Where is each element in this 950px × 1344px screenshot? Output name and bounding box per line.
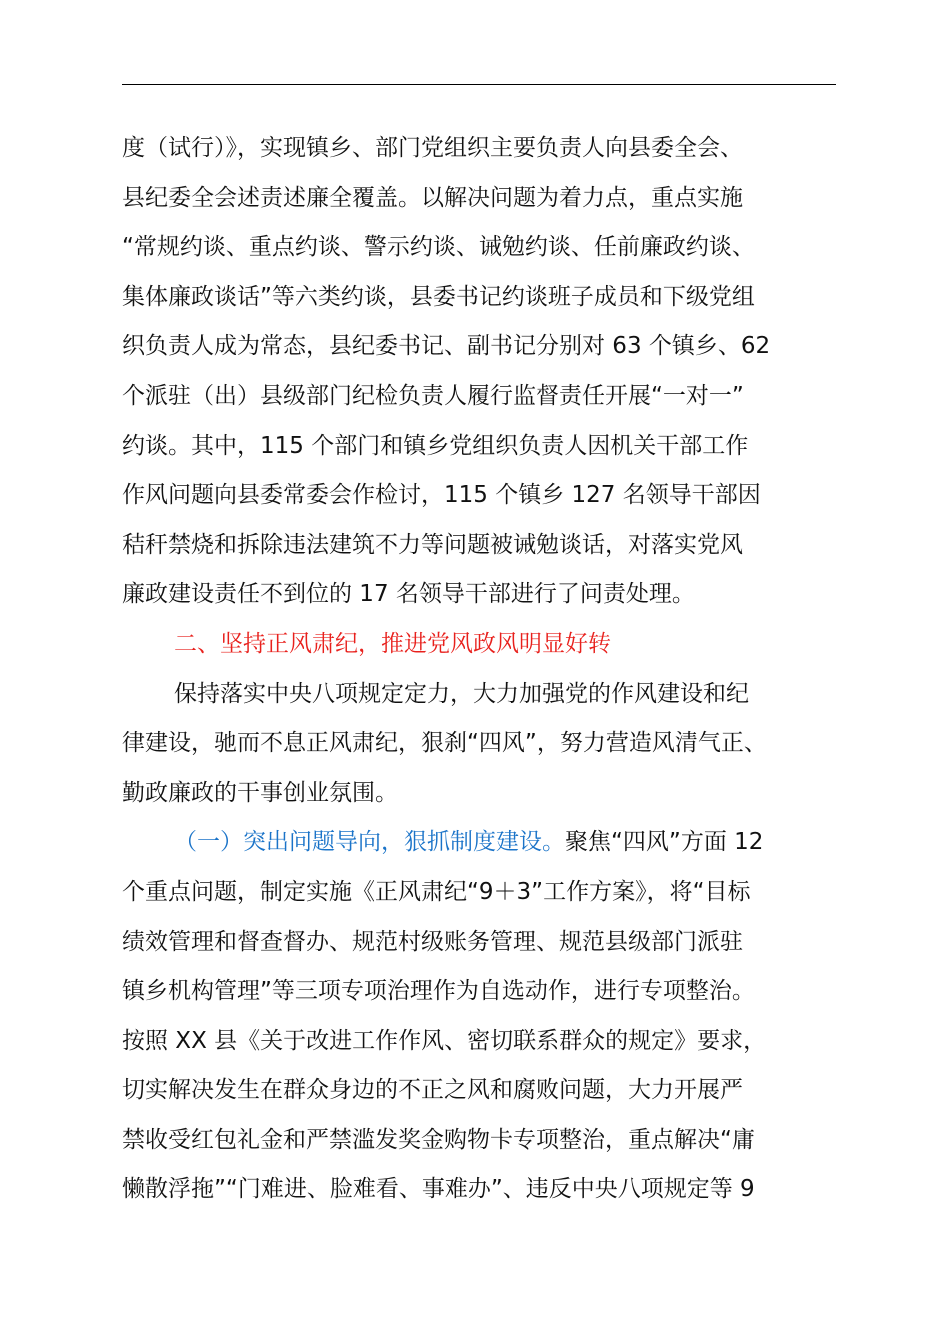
subsection-line <box>122 818 838 868</box>
text-line: 县纪委全会述责述廉全覆盖。以解决问题为着力点，重点实施 <box>122 184 743 211</box>
text-line: 切实解决发生在群众身边的不正之风和腐败问题，大力开展严 <box>122 1077 743 1104</box>
text-line: 按照 XX 县《关于改进工作作风、密切联系群众的规定》要求， <box>122 1027 767 1054</box>
subsection-text: 聚焦“四风”方面 12 <box>565 829 764 856</box>
text-line: 保持落实中央八项规定定力，大力加强党的作风建设和纪 <box>174 680 749 707</box>
text-line: 勤政廉政的干事创业氛围。 <box>122 779 398 806</box>
text-line: 集体廉政谈话”等六类约谈，县委书记约谈班子成员和下级党组 <box>122 283 755 310</box>
text-line: 廉政建设责任不到位的 17 名领导干部进行了问责处理。 <box>122 581 695 608</box>
text-line: 镇乡机构管理”等三项专项治理作为自选动作，进行专项整治。 <box>122 978 755 1005</box>
header-rule <box>122 84 836 85</box>
text-line: 度（试行）》，实现镇乡、部门党组织主要负责人向县委全会、 <box>122 135 743 161</box>
text-line: 个重点问题，制定实施《正风肃纪“9＋3”工作方案》，将“目标 <box>122 878 751 905</box>
text-line: “常规约谈、重点约谈、警示约谈、诫勉约谈、任前廉政约谈、 <box>122 234 755 261</box>
text-line: 律建设，驰而不息正风肃纪，狠刹“四风”，努力营造风清气正、 <box>122 730 767 757</box>
text-line: 织负责人成为常态，县纪委书记、副书记分别对 63 个镇乡、62 <box>122 333 771 360</box>
text-line: 禁收受红包礼金和严禁滥发奖金购物卡专项整治，重点解决“庸 <box>122 1126 755 1153</box>
document-body <box>122 124 838 1215</box>
text-line: 作风问题向县委常委会作检讨，115 个镇乡 127 名领导干部因 <box>122 482 761 509</box>
text-line: 懒散浮拖”“门难进、脸难看、事难办”、违反中央八项规定等 9 <box>122 1176 755 1203</box>
subsection-heading: （一）突出问题导向，狠抓制度建设。 <box>174 829 565 856</box>
text-line: 个派驻（出）县级部门纪检负责人履行监督责任开展“一对一” <box>122 382 744 409</box>
section-heading: 二、坚持正风肃纪，推进党风政风明显好转 <box>174 630 611 657</box>
text-line: 绩效管理和督查督办、规范村级账务管理、规范县级部门派驻 <box>122 928 743 955</box>
text-line: 约谈。其中，115 个部门和镇乡党组织负责人因机关干部工作 <box>122 432 749 459</box>
text-line: 秸秆禁烧和拆除违法建筑不力等问题被诫勉谈话，对落实党风 <box>122 531 743 558</box>
